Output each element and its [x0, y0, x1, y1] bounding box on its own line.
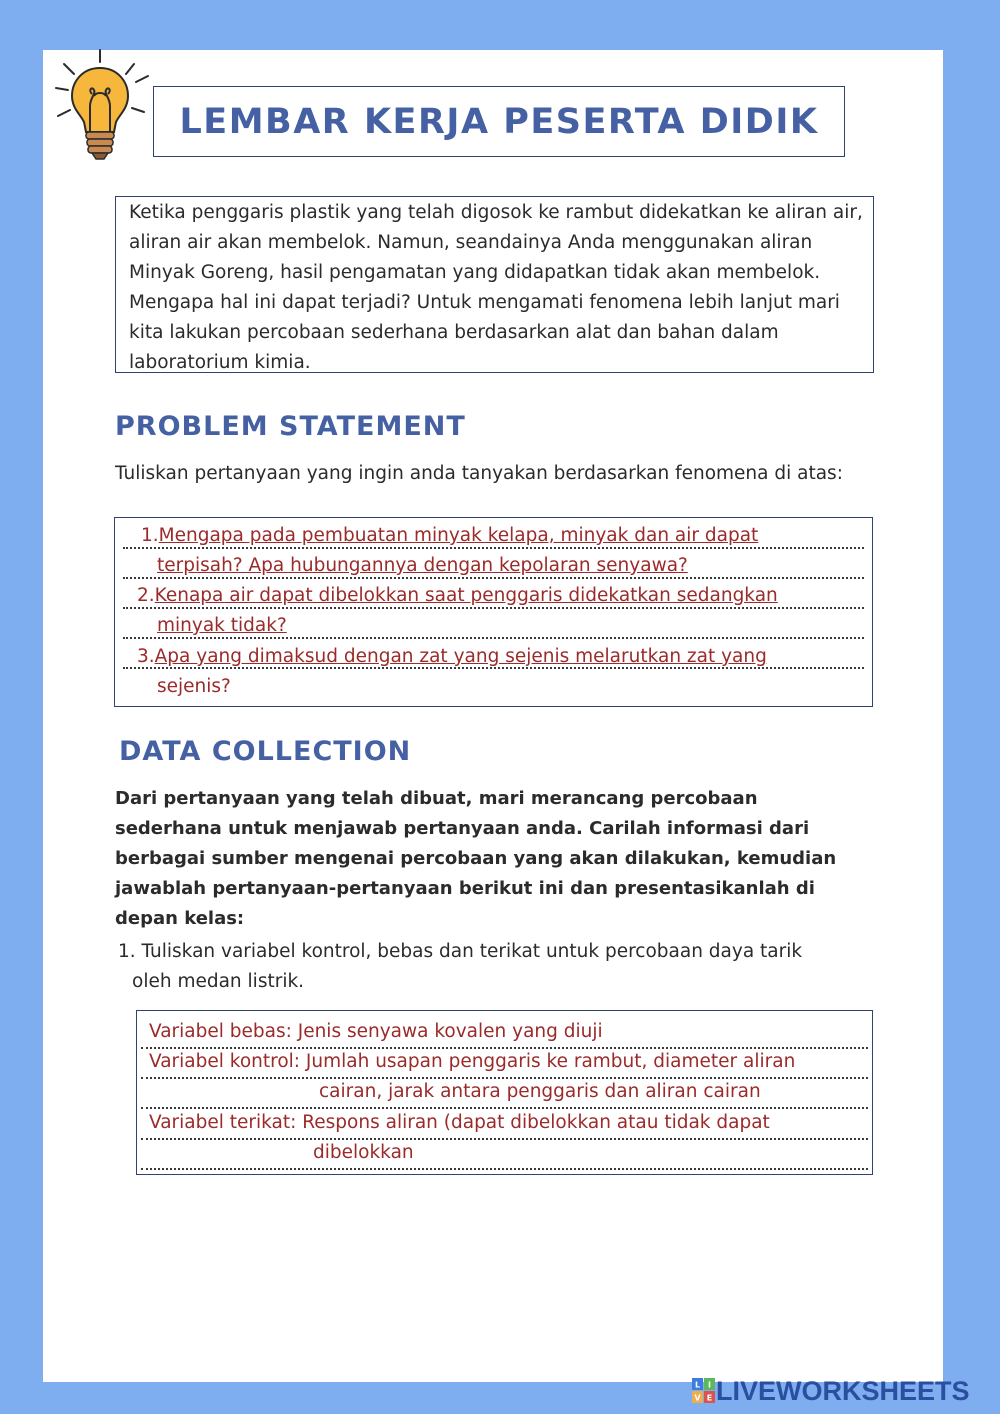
title-box	[153, 86, 845, 157]
variabel-bebas: Variabel bebas: Jenis senyawa kovalen yang diuji	[149, 1021, 603, 1042]
answer-1-line-2: terpisah? Apa hubungannya dengan kepolaran senyawa?	[157, 555, 688, 576]
answer-3-line-1	[137, 642, 767, 672]
answer-1-line-1	[141, 521, 758, 551]
data-collection-heading: DATA COLLECTION	[119, 736, 412, 767]
badge-letter-i: I	[708, 1380, 711, 1390]
question-1-text-line-1: Tuliskan variabel kontrol, bebas dan terikat untuk percobaan daya tarik	[141, 941, 803, 962]
answer-3-text: Apa yang dimaksud dengan zat yang sejenis melarutkan zat yang	[154, 646, 767, 667]
question-1-text-line-2: oleh medan listrik.	[132, 971, 305, 992]
data-collection-instruction: Dari pertanyaan yang telah dibuat, mari merancang percobaan sederhana untuk menjawab pertanyaan anda. Carilah informasi dari berbagai sumber mengenai percobaan yang akan dilakukan, kemudian jawablah pertanyaan-pertanyaan berikut ini dan presentasikanlah di depan kelas:	[115, 788, 837, 929]
question-1-number: 1.	[118, 941, 136, 962]
liveworksheets-logo[interactable]	[692, 1376, 970, 1406]
answer-1-number: 1.	[141, 525, 159, 546]
answer-1-text: Mengapa pada pembuatan minyak kelapa, minyak dan air dapat	[158, 525, 759, 546]
intro-text: Ketika penggaris plastik yang telah digosok ke rambut didekatkan ke aliran air, aliran air akan membelok. Namun, seandainya Anda menggunakan aliran Minyak Goreng, hasil pengamatan yang didapatkan tidak akan membelok. Mengapa hal ini dapat terjadi? Untuk mengamati fenomena lebih lanjut mari kita lakukan percobaan sederhana berdasarkan alat dan bahan dalam laboratorium kimia.	[115, 196, 874, 373]
badge-letter-e: E	[706, 1393, 713, 1403]
answer-2-text: Kenapa air dapat dibelokkan saat penggaris didekatkan sedangkan	[154, 585, 778, 606]
problem-statement-heading: PROBLEM STATEMENT	[115, 411, 466, 442]
answer-3-line-2: sejenis?	[157, 676, 231, 697]
liveworksheets-badge-icon	[692, 1378, 716, 1404]
problem-answer-box[interactable]	[114, 517, 873, 707]
page-title: LEMBAR KERJA PESERTA DIDIK	[179, 101, 819, 142]
answer-2-line-2: minyak tidak?	[157, 615, 287, 636]
answer-2-number: 2.	[137, 585, 155, 606]
badge-letter-v: V	[694, 1393, 701, 1403]
problem-instruction: Tuliskan pertanyaan yang ingin anda tanyakan berdasarkan fenomena di atas:	[115, 463, 843, 484]
variabel-kontrol-line-2: cairan, jarak antara penggaris dan aliran cairan	[319, 1081, 761, 1102]
answer-line	[141, 1168, 868, 1170]
liveworksheets-brand-text: LIVEWORKSHEETS	[716, 1375, 970, 1406]
light-bulb-icon	[48, 46, 154, 162]
variables-answer-box[interactable]	[136, 1010, 873, 1175]
question-1	[118, 937, 802, 967]
answer-3-number: 3.	[137, 646, 155, 667]
variabel-kontrol-line-1: Variabel kontrol: Jumlah usapan penggaris ke rambut, diameter aliran	[149, 1051, 796, 1072]
variabel-terikat-line-1: Variabel terikat: Respons aliran (dapat dibelokkan atau tidak dapat	[149, 1112, 770, 1133]
variabel-terikat-line-2: dibelokkan	[313, 1142, 414, 1163]
badge-letter-l: L	[694, 1380, 701, 1390]
answer-2-line-1	[137, 581, 778, 611]
answer-line	[141, 1138, 868, 1140]
